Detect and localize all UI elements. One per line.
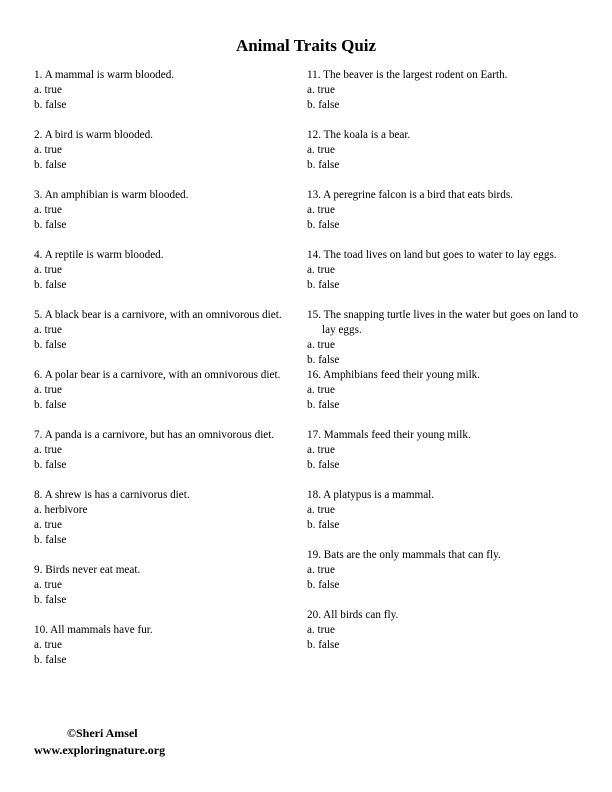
option-a: a. true <box>34 84 62 96</box>
option-b: b. false <box>307 354 340 366</box>
question-text: 19. Bats are the only mammals that can fly. <box>307 549 501 561</box>
question-text: 5. A black bear is a carnivore, with an omnivorous diet. <box>34 309 282 321</box>
question-text: 10. All mammals have fur. <box>34 624 153 636</box>
option-b: b. false <box>34 159 67 171</box>
option-a: a. true <box>307 264 335 276</box>
question-14 <box>307 248 587 293</box>
question-text: 12. The koala is a bear. <box>307 129 411 141</box>
option-a: a. true <box>34 519 62 531</box>
question-text: 9. Birds never eat meat. <box>34 564 141 576</box>
question-5 <box>34 308 306 353</box>
question-text: 6. A polar bear is a carnivore, with an omnivorous diet. <box>34 369 281 381</box>
option-b: b. false <box>34 219 67 231</box>
option-a: a. true <box>307 624 335 636</box>
question-7 <box>34 428 306 473</box>
option-a: a. true <box>34 204 62 216</box>
question-17 <box>307 428 587 473</box>
question-20 <box>307 608 587 653</box>
question-10 <box>34 623 306 668</box>
question-text: 8. A shrew is has a carnivorus diet. <box>34 489 190 501</box>
footer <box>34 725 234 759</box>
option-a: a. true <box>307 339 335 351</box>
option-a: a. true <box>34 144 62 156</box>
question-12 <box>307 128 587 173</box>
option-herbivore: a. herbivore <box>34 504 88 516</box>
question-text: 15. The snapping turtle lives in the water but goes on land to lay eggs. <box>307 309 579 336</box>
option-a: a. true <box>307 444 335 456</box>
question-18 <box>307 488 587 533</box>
option-a: a. true <box>34 384 62 396</box>
option-a: a. true <box>307 384 335 396</box>
page-title: Animal Traits Quiz <box>235 36 377 55</box>
question-9 <box>34 563 306 608</box>
question-text: 11. The beaver is the largest rodent on Earth. <box>307 69 508 81</box>
question-text: 18. A platypus is a mammal. <box>307 489 435 501</box>
question-text: 16. Amphibians feed their young milk. <box>307 369 481 381</box>
option-b: b. false <box>34 534 67 546</box>
question-4 <box>34 248 306 293</box>
option-a: a. true <box>307 204 335 216</box>
question-19 <box>307 548 587 593</box>
question-8 <box>34 488 306 548</box>
option-b: b. false <box>34 654 67 666</box>
option-a: a. true <box>307 84 335 96</box>
option-b: b. false <box>307 279 340 291</box>
question-text: 2. A bird is warm blooded. <box>34 129 154 141</box>
option-b: b. false <box>307 639 340 651</box>
question-13 <box>307 188 587 233</box>
option-b: b. false <box>307 399 340 411</box>
website-link[interactable]: www.exploringnature.org <box>34 743 166 757</box>
option-a: a. true <box>34 579 62 591</box>
question-text: 3. An amphibian is warm blooded. <box>34 189 189 201</box>
option-a: a. true <box>307 144 335 156</box>
left-question-column <box>34 68 306 668</box>
option-b: b. false <box>34 594 67 606</box>
option-b: b. false <box>307 579 340 591</box>
option-b: b. false <box>34 99 67 111</box>
question-16 <box>307 368 587 413</box>
option-b: b. false <box>34 399 67 411</box>
question-text: 13. A peregrine falcon is a bird that eats birds. <box>307 189 513 201</box>
option-a: a. true <box>34 324 62 336</box>
right-question-column <box>307 68 587 653</box>
option-b: b. false <box>307 99 340 111</box>
option-b: b. false <box>34 459 67 471</box>
question-6 <box>34 368 306 413</box>
question-text: 4. A reptile is warm blooded. <box>34 249 164 261</box>
option-b: b. false <box>34 339 67 351</box>
question-2 <box>34 128 306 173</box>
question-text: 7. A panda is a carnivore, but has an omnivorous diet. <box>34 429 275 441</box>
question-11 <box>307 68 587 113</box>
question-3 <box>34 188 306 233</box>
option-b: b. false <box>307 159 340 171</box>
option-a: a. true <box>34 444 62 456</box>
copyright-notice: ©Sheri Amsel <box>67 726 138 740</box>
option-a: a. true <box>34 264 62 276</box>
question-15 <box>307 308 587 368</box>
question-1 <box>34 68 306 113</box>
option-b: b. false <box>307 459 340 471</box>
question-text: 17. Mammals feed their young milk. <box>307 429 471 441</box>
question-text: 20. All birds can fly. <box>307 609 399 621</box>
option-a: a. true <box>34 639 62 651</box>
option-b: b. false <box>34 279 67 291</box>
option-a: a. true <box>307 564 335 576</box>
option-b: b. false <box>307 219 340 231</box>
option-b: b. false <box>307 519 340 531</box>
option-a: a. true <box>307 504 335 516</box>
question-text: 1. A mammal is warm blooded. <box>34 69 175 81</box>
question-text: 14. The toad lives on land but goes to water to lay eggs. <box>307 249 557 261</box>
